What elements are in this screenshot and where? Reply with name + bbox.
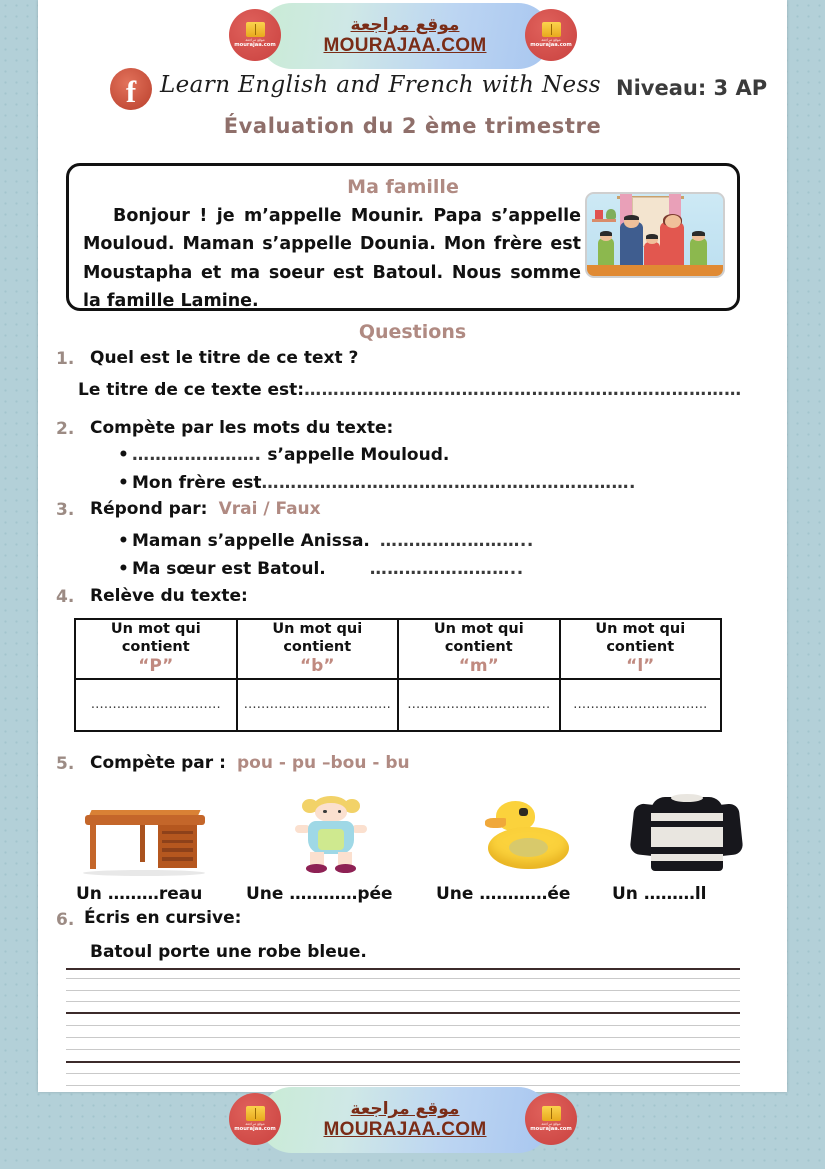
question-2-item-1[interactable] [118,445,449,465]
question-1-answer-dots: ………………………………………………………………… [304,380,742,400]
table-answer-cell-4[interactable]: …………………………. [560,679,722,731]
book-icon [246,22,265,37]
letter-words-table [74,618,722,732]
mourajaa-badge-icon [229,9,281,61]
level-label: Niveau: 3 AP [616,76,768,100]
question-5-choices: pou - pu –bou - bu [236,753,410,773]
question-1-number: 1. [56,349,75,369]
table-header-prefix: Un mot qui contient [110,621,201,656]
picture-label-4[interactable]: Un ………ll [612,884,707,904]
watermark-banner-bottom [225,1085,585,1155]
watermark-arabic: موقع مراجعة [350,14,460,35]
book-icon [542,1106,561,1121]
question-2-prompt: Compète par les mots du texte: [90,418,394,438]
family-illustration [585,192,725,278]
question-3-item-1-text: Maman s’appelle Anissa. [132,531,370,551]
badge-arabic: موقع مراجعة [245,37,265,42]
question-5-prompt: Compète par : [90,753,226,773]
table-header-prefix: Un mot qui contient [595,621,686,656]
book-icon [542,22,561,37]
table-header-cell-2 [237,619,399,679]
question-3-prompt-line [90,499,321,519]
bullet-icon: • [118,473,129,493]
question-2-item-2[interactable] [118,473,636,493]
question-3-item-2-blank: …………………….. [369,559,524,579]
facebook-icon [110,68,152,110]
brand-title: Learn English and French with Ness [160,72,601,98]
question-3-item-1[interactable] [118,531,534,551]
question-3-item-1-blank: …………………….. [379,531,534,551]
bullet-icon: • [118,559,129,579]
reading-textbox [66,163,740,311]
question-6-prompt: Écris en cursive: [84,908,242,928]
watermark-site: MOURAJAA.COM [323,34,487,56]
question-1-prompt: Quel est le titre de ce text ? [90,348,359,368]
table-header-cell-1 [75,619,237,679]
watermark-text [259,5,551,67]
question-2-item-2-text: Mon frère est [132,473,262,493]
table-answer-cell-3[interactable]: …………………………… [398,679,560,731]
reading-body [83,202,581,315]
table-letter-1: “P” [138,656,174,677]
table-letter-4: “l” [626,656,655,677]
worksheet-page [38,0,787,1092]
watermark-arabic: موقع مراجعة [350,1098,460,1119]
question-5-number: 5. [56,754,75,774]
bullet-icon: • [118,445,129,465]
table-header-cell-4 [560,619,722,679]
picture-label-3[interactable]: Une …………ée [436,884,571,904]
question-3-number: 3. [56,500,75,520]
table-letter-2: “b” [299,656,335,677]
question-2-item-1-blank: …………………. [132,445,262,465]
page-title: Évaluation du 2 ème trimestre [223,114,602,138]
question-6-sentence: Batoul porte une robe bleue. [90,942,367,962]
picture-label-2[interactable]: Une …………pée [246,884,393,904]
question-2-number: 2. [56,419,75,439]
watermark-site: MOURAJAA.COM [323,1118,487,1140]
reading-title: Ma famille [347,176,459,198]
question-6-number: 6. [56,910,75,930]
badge-site: mourajaa.com [530,42,572,49]
duck-float-icon [462,792,592,880]
badge-site: mourajaa.com [234,1126,276,1133]
badge-site: mourajaa.com [530,1126,572,1133]
doll-icon [266,792,396,880]
question-3-prompt: Répond par: [90,499,208,519]
table-header-prefix: Un mot qui contient [272,621,363,656]
facebook-letter: f [125,73,137,109]
table-header-prefix: Un mot qui contient [433,621,524,656]
desk-icon [80,792,210,880]
question-1-answer-line[interactable] [78,380,742,400]
picture-label-1[interactable]: Un ………reau [76,884,203,904]
question-1-answer-lead: Le titre de ce texte est: [78,380,305,400]
badge-site: mourajaa.com [234,42,276,49]
watermark-text [259,1089,551,1151]
table-letter-3: “m” [458,656,499,677]
bullet-icon: • [118,531,129,551]
table-answer-row [75,679,721,731]
sweater-icon [622,792,752,880]
question-3-choices: Vrai / Faux [218,499,321,519]
book-icon [246,1106,265,1121]
watermark-banner-top [225,1,585,71]
question-3-item-2[interactable] [118,559,524,579]
mourajaa-badge-icon [525,1093,577,1145]
badge-arabic: موقع مراجعة [541,1121,561,1126]
question-4-prompt: Relève du texte: [90,586,248,606]
badge-arabic: موقع مراجعة [245,1121,265,1126]
badge-arabic: موقع مراجعة [541,37,561,42]
question-2-item-2-blank: ………………………………………………………. [261,473,637,493]
question-4-number: 4. [56,587,75,607]
question-5-prompt-line [90,753,410,773]
table-answer-cell-1[interactable]: ………………………… [75,679,237,731]
reading-body-text: Bonjour ! je m’appelle Mounir. Papa s’appelle Mouloud. Maman s’appelle Dounia. Mon frère est Moustapha et ma soeur est Batoul. Nous somme la famille Lamine. [83,206,581,312]
question-3-item-2-text: Ma sœur est Batoul. [132,559,326,579]
table-header-row [75,619,721,679]
table-answer-cell-2[interactable]: ……………………………. [237,679,399,731]
mourajaa-badge-icon [525,9,577,61]
question-2-item-1-text: s’appelle Mouloud. [261,445,450,465]
questions-heading: Questions [358,321,467,343]
mourajaa-badge-icon [229,1093,281,1145]
table-header-cell-3 [398,619,560,679]
